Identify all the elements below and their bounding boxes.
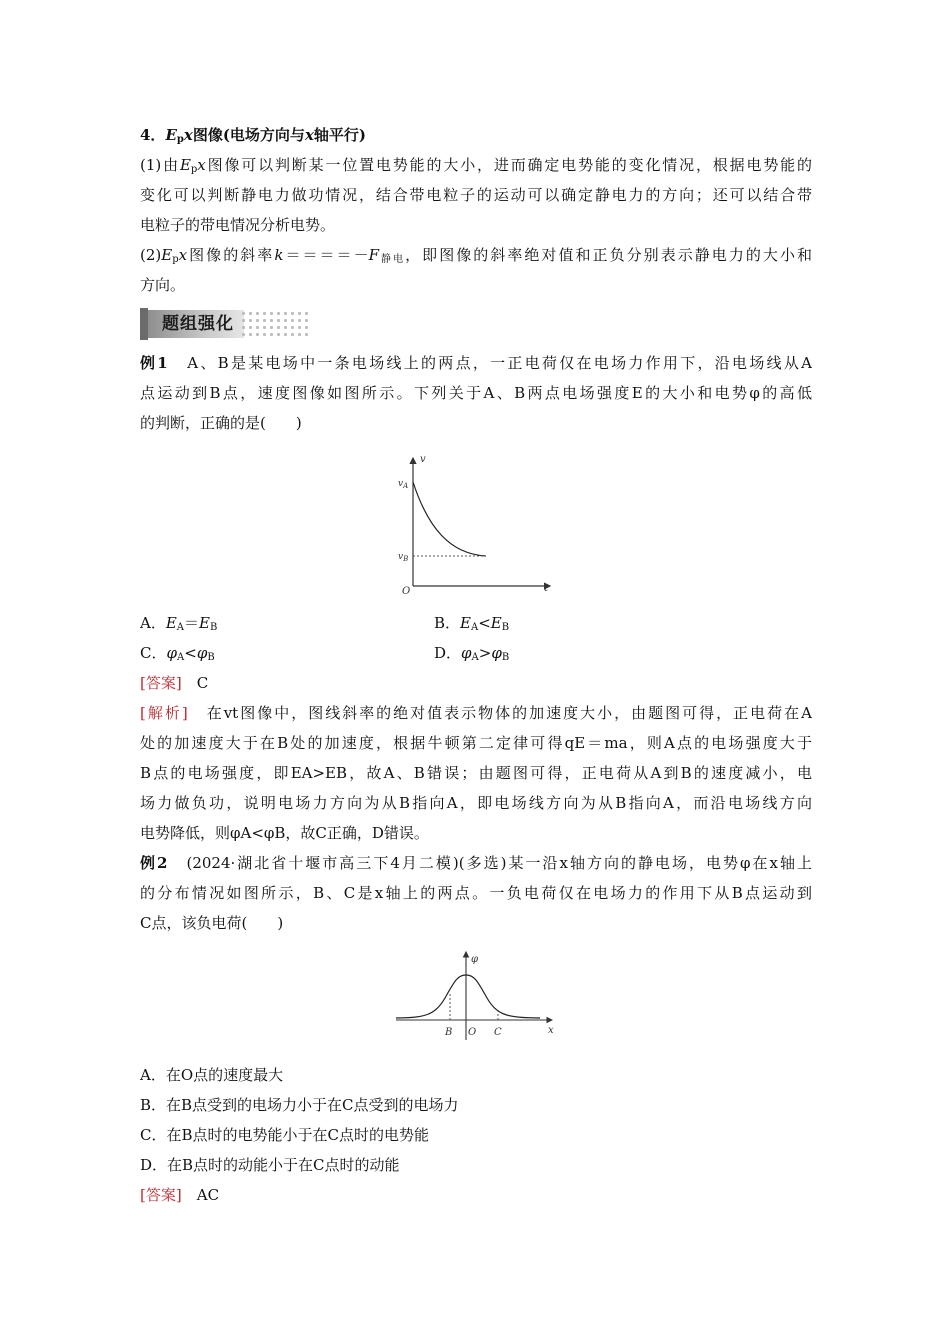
potential-curve [396, 975, 540, 1018]
ex1-analysis-line5: 电势降低，则φA<φB，故C正确，D错误。 [140, 824, 429, 842]
B-label: B [445, 1027, 453, 1038]
ex1-line1: 例1 A、B是某电场中一条电场线上的两点，一正电荷仅在电场力作用下，沿电场线从A [140, 354, 812, 372]
origin-label: O [402, 586, 411, 596]
ex2-line2: 的分布情况如图所示，B、C是x轴上的两点。一负电荷仅在电场力的作用下从B点运动到 [140, 884, 812, 902]
C-label: C [494, 1027, 502, 1038]
ex2-option-C[interactable]: C．在B点时的电势能小于在C点时的电势能 [140, 1126, 429, 1144]
ex2-option-D[interactable]: D．在B点时的动能小于在C点时的动能 [140, 1156, 400, 1174]
ex2-answer: [答案] AC [140, 1186, 220, 1204]
para1-line1: (1)由$E_px$图像可以判断某一位置电势能的大小，进而确定电势能的变化情况，根据电势能的 [140, 156, 812, 175]
t-axis-label: t [544, 583, 549, 594]
ex1-analysis-line3: B点的电场强度，即EA>EB，故A、B错误；由题图可得，正电荷从A到B的速度减小，电 [140, 764, 812, 782]
para2-line1: $(2)E_px$图像的斜率$k====-F_{静电}$，即图像的斜率绝对值和正负分别表示静电力的大小和 [140, 246, 812, 265]
ex1-line2: 点运动到B点，速度图像如图所示。下列关于A、B两点电场强度E的大小和电势φ的高低 [140, 384, 812, 402]
banner-title: 题组强化 [162, 314, 234, 334]
heading-number: 4． [140, 126, 166, 144]
velocity-time-figure [140, 446, 812, 596]
para1-line3: 电粒子的带电情况分析电势。 [140, 216, 336, 234]
x-axis-label: x [548, 1025, 554, 1036]
ex1-options [140, 608, 812, 668]
ex1-analysis-line1: [解析] 在vt图像中，图线斜率的绝对值表示物体的加速度大小，由题图可得，正电荷在A [140, 704, 812, 722]
velocity-curve [413, 482, 486, 556]
phi-x-graph [140, 948, 812, 1048]
ex1-answer: [答案] C [140, 674, 209, 692]
ex1-line3: 的判断，正确的是( ) [140, 414, 302, 432]
O-label: O [468, 1027, 477, 1038]
section-banner [140, 306, 812, 346]
document-page [140, 118, 812, 1210]
phi-axis-label: φ [471, 954, 479, 965]
v-axis-label: v [420, 454, 426, 465]
ex1-option-C[interactable]: C．$\varphi_A<\varphi_B$ [140, 644, 215, 663]
potential-figure [140, 948, 812, 1048]
ex1-option-D[interactable]: D．$\varphi_A>\varphi_B$ [434, 644, 510, 663]
vB-label: $v_B$ [398, 552, 409, 563]
ex1-option-A[interactable]: A．$E_A=E_B$ [140, 614, 218, 633]
ex2-line1: 例2 (2024·湖北省十堰市高三下4月二模)(多选)某一沿x轴方向的静电场，电势φ在x轴上 [140, 854, 812, 872]
ex1-option-B[interactable]: B．$E_A<E_B$ [434, 614, 510, 633]
ex2-line3: C点，该负电荷( ) [140, 914, 284, 932]
vt-graph [140, 446, 812, 596]
section-heading: 4．$E_px$图像(电场方向与x轴平行) [140, 126, 366, 145]
para2-line2: 方向。 [140, 276, 186, 294]
vA-label: $v_A$ [398, 479, 409, 490]
ex2-option-A[interactable]: A．在O点的速度最大 [140, 1066, 284, 1084]
ex1-analysis-line2: 处的加速度大于在B处的加速度，根据牛顿第二定律可得qE＝ma，则A点的电场强度大于 [140, 734, 812, 752]
ex2-option-B[interactable]: B．在B点受到的电场力小于在C点受到的电场力 [140, 1096, 459, 1114]
para1-line2: 变化可以判断静电力做功情况，结合带电粒子的运动可以确定静电力的方向；还可以结合带 [140, 186, 812, 204]
ex1-analysis-line4: 场力做负功，说明电场力方向为从B指向A，即电场线方向为从B指向A，而沿电场线方向 [140, 794, 812, 812]
